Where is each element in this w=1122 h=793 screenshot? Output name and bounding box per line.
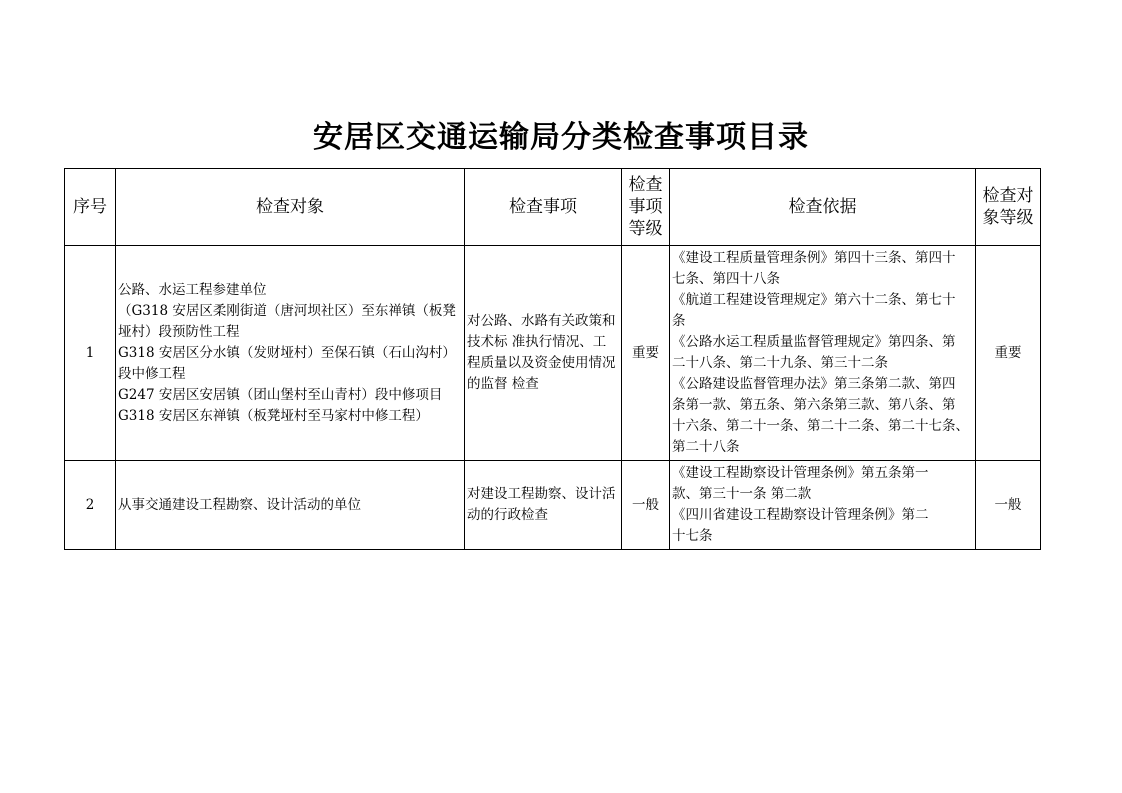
basis-line: 十六条、第二十一条、第二十二条、第二十七条、: [672, 418, 969, 434]
header-seq: 序号: [65, 169, 116, 246]
basis-line: 《公路建设监督管理办法》第三条第二款、第四: [672, 376, 956, 392]
row-item: [465, 461, 622, 550]
row-target: [116, 246, 465, 461]
row-target-level: 重要: [976, 246, 1041, 461]
basis-line: 条: [672, 313, 686, 329]
header-basis: 检查依据: [670, 169, 976, 246]
row-seq: 1: [65, 246, 116, 461]
row-item-level: 重要: [622, 246, 670, 461]
target-line: 垭村）段预防性工程: [118, 323, 240, 340]
basis-line: 第二十八条: [672, 439, 740, 455]
basis-line: 《公路水运工程质量监督管理规定》第四条、第: [672, 334, 956, 350]
basis-line: 《建设工程勘察设计管理条例》第五条第一: [672, 465, 929, 481]
header-target-level: 检查对象等级: [976, 169, 1041, 246]
basis-line: 《建设工程质量管理条例》第四十三条、第四十: [672, 250, 956, 266]
row-basis: [670, 461, 976, 550]
header-target: 检查对象: [116, 169, 465, 246]
target-line: 从事交通建设工程勘察、设计活动的单位: [118, 496, 361, 513]
target-line: G247 安居区安居镇（团山堡村至山青村）段中修项目: [118, 386, 443, 403]
header-item: 检查事项: [465, 169, 622, 246]
basis-line: 二十八条、第二十九条、第三十二条: [672, 355, 888, 371]
target-line: （G318 安居区柔刚街道（唐河坝社区）至东禅镇（板凳: [118, 302, 456, 319]
row-target: [116, 461, 465, 550]
basis-line: 《四川省建设工程勘察设计管理条例》第二: [672, 507, 929, 523]
target-line: G318 安居区东禅镇（板凳垭村至马家村中修工程）: [118, 407, 429, 424]
header-item-level: 检查事项等级: [622, 169, 670, 246]
basis-line: 十七条: [672, 528, 713, 544]
row-basis: [670, 246, 976, 461]
table-header-row: [65, 169, 1041, 246]
target-line: 段中修工程: [118, 365, 186, 382]
basis-line: 《航道工程建设管理规定》第六十二条、第七十: [672, 292, 956, 308]
row-item: [465, 246, 622, 461]
inspection-catalog-table: [64, 168, 1041, 550]
basis-line: 七条、第四十八条: [672, 271, 780, 287]
target-line: 公路、水运工程参建单位: [118, 281, 267, 298]
basis-line: 条第一款、第五条、第六条第三款、第八条、第: [672, 397, 956, 413]
table-row: [65, 246, 1041, 461]
table-row: [65, 461, 1041, 550]
row-target-level: 一般: [976, 461, 1041, 550]
row-item-level: 一般: [622, 461, 670, 550]
target-line: G318 安居区分水镇（发财垭村）至保石镇（石山沟村）: [118, 344, 456, 361]
item-text: 对建设工程勘察、设计活动的行政检查: [467, 486, 616, 523]
row-seq: 2: [65, 461, 116, 550]
item-text: 对公路、水路有关政策和技术标 准执行情况、工程质量以及资金使用情况的监督 检查: [467, 313, 616, 392]
basis-line: 款、第三十一条 第二款: [672, 486, 812, 502]
page-title: 安居区交通运输局分类检查事项目录: [313, 120, 809, 155]
